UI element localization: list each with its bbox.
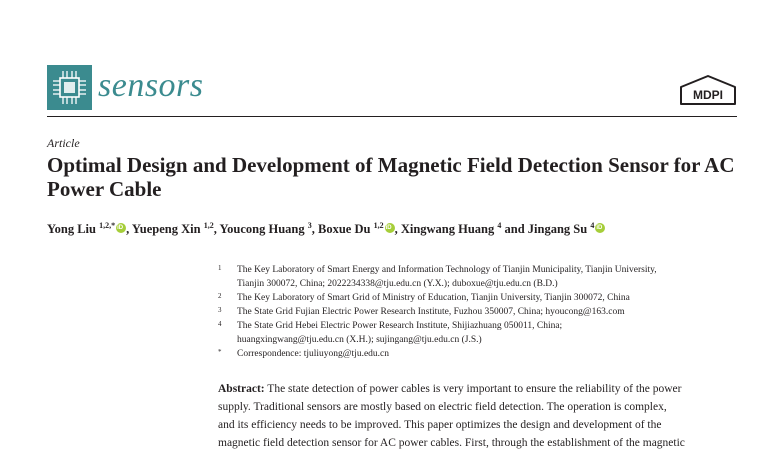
affiliation-item: 4 The State Grid Hebei Electric Power Research Institute, Shijiazhuang 050011, China; huangxingwang@tju.edu.cn (X.H.); sujingang@tju.edu.cn (J.S.): [218, 320, 563, 345]
publisher-logo: [678, 74, 738, 111]
affiliation-item: 2 The Key Laboratory of Smart Grid of Ministry of Education, Tianjin University, Tianjin 300072, China: [218, 292, 630, 303]
orcid-icon[interactable]: [595, 223, 605, 233]
orcid-icon[interactable]: [385, 223, 395, 233]
publisher-name: MDPI: [693, 88, 723, 102]
orcid-icon[interactable]: [116, 223, 126, 233]
affiliation-item: 1 The Key Laboratory of Smart Energy and Information Technology of Tianjin Municipality, Tianjin University, Tianjin 300072, China; 2022234338@tju.edu.cn (Y.X.); duboxue@tju.edu.cn (B.D.): [218, 264, 657, 289]
abstract: Abstract: The state detection of power cables is very important to ensure the reliability of the power supply. Traditional sensors are mostly based on electric field detection. The operation is complex, and its efficiency needs to be improved. This paper optimizes the design and development of the magnetic field detection sensor for AC power cables. First, through the establishment of the magnetic: [218, 383, 685, 449]
author: Youcong Huang $^3$: [219, 221, 312, 237]
affiliation-list: [218, 263, 738, 361]
header-divider: [47, 116, 737, 117]
author: Jingang Su $^4$iD: [528, 222, 606, 236]
journal-logo-icon: [47, 65, 92, 110]
affiliation-item: 3 The State Grid Fujian Electric Power Research Institute, Fuzhou 350007, China; hyoucong@163.com: [218, 306, 625, 317]
article-type: Article: [47, 136, 80, 150]
author: Yong Liu $^{1,2,*}$iD: [47, 222, 126, 236]
paper-title: Optimal Design and Development of Magnetic Field Detection Sensor for AC Power Cable: [47, 153, 735, 201]
correspondence-item: * Correspondence: tjuliuyong@tju.edu.cn: [218, 348, 390, 359]
author: Boxue Du $^{1,2}$iD: [318, 222, 395, 236]
abstract-label: Abstract:: [218, 383, 265, 395]
author: Xingwang Huang $^4$: [400, 221, 502, 237]
journal-name: sensors: [98, 67, 204, 104]
author: Yuepeng Xin $^{1,2}$: [131, 221, 214, 237]
author-list: Yong Liu $^{1,2,*}$iD , Yuepeng Xin $^{1,2}$, Youcong Huang $^3$, Boxue Du $^{1,2}$iD , Xingwang Huang $^4$ and Jingang Su $^4$iD: [47, 217, 605, 238]
